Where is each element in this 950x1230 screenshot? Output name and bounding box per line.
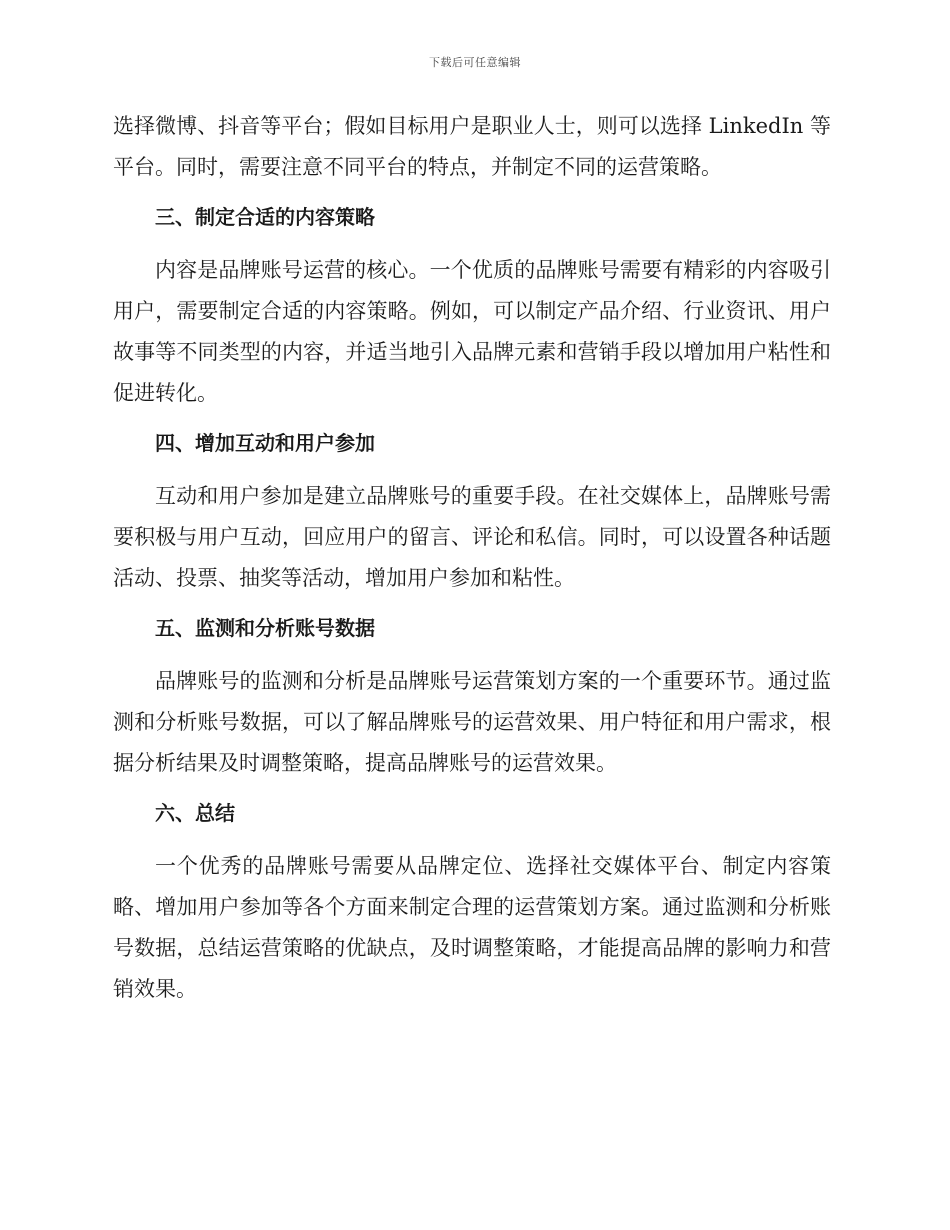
paragraph-section-4: 互动和用户参加是建立品牌账号的重要手段。在社交媒体上，品牌账号需要积极与用户互动，回应用户的留言、评论和私信。同时，可以设置各种话题活动、投票、抽奖等活动，增加用户参加和粘性。 [113, 484, 831, 590]
page-header: 下载后可任意编辑 [429, 56, 521, 69]
paragraph-section-6: 一个优秀的品牌账号需要从品牌定位、选择社交媒体平台、制定内容策略、增加用户参加等各个方面来制定合理的运营策划方案。通过监测和分析账号数据，总结运营策略的优缺点，及时调整策略，才能提高品牌的影响力和营销效果。 [113, 854, 831, 1001]
section-heading-4: 四、增加互动和用户参加 [155, 431, 375, 455]
document-body [113, 106, 831, 1024]
paragraph-intro-continued: 选择微博、抖音等平台；假如目标用户是职业人士，则可以选择 LinkedIn 等平台。同时，需要注意不同平台的特点，并制定不同的运营策略。 [113, 114, 831, 179]
paragraph-section-5: 品牌账号的监测和分析是品牌账号运营策划方案的一个重要环节。通过监测和分析账号数据，可以了解品牌账号的运营效果、用户特征和用户需求，根据分析结果及时调整策略，提高品牌账号的运营效果。 [113, 669, 831, 775]
paragraph-section-3: 内容是品牌账号运营的核心。一个优质的品牌账号需要有精彩的内容吸引用户，需要制定合适的内容策略。例如，可以制定产品介绍、行业资讯、用户故事等不同类型的内容，并适当地引入品牌元素和营销手段以增加用户粘性和促进转化。 [113, 258, 831, 405]
section-heading-5: 五、监测和分析账号数据 [155, 616, 375, 640]
section-heading-6: 六、总结 [155, 801, 235, 825]
section-heading-3: 三、制定合适的内容策略 [155, 205, 375, 229]
